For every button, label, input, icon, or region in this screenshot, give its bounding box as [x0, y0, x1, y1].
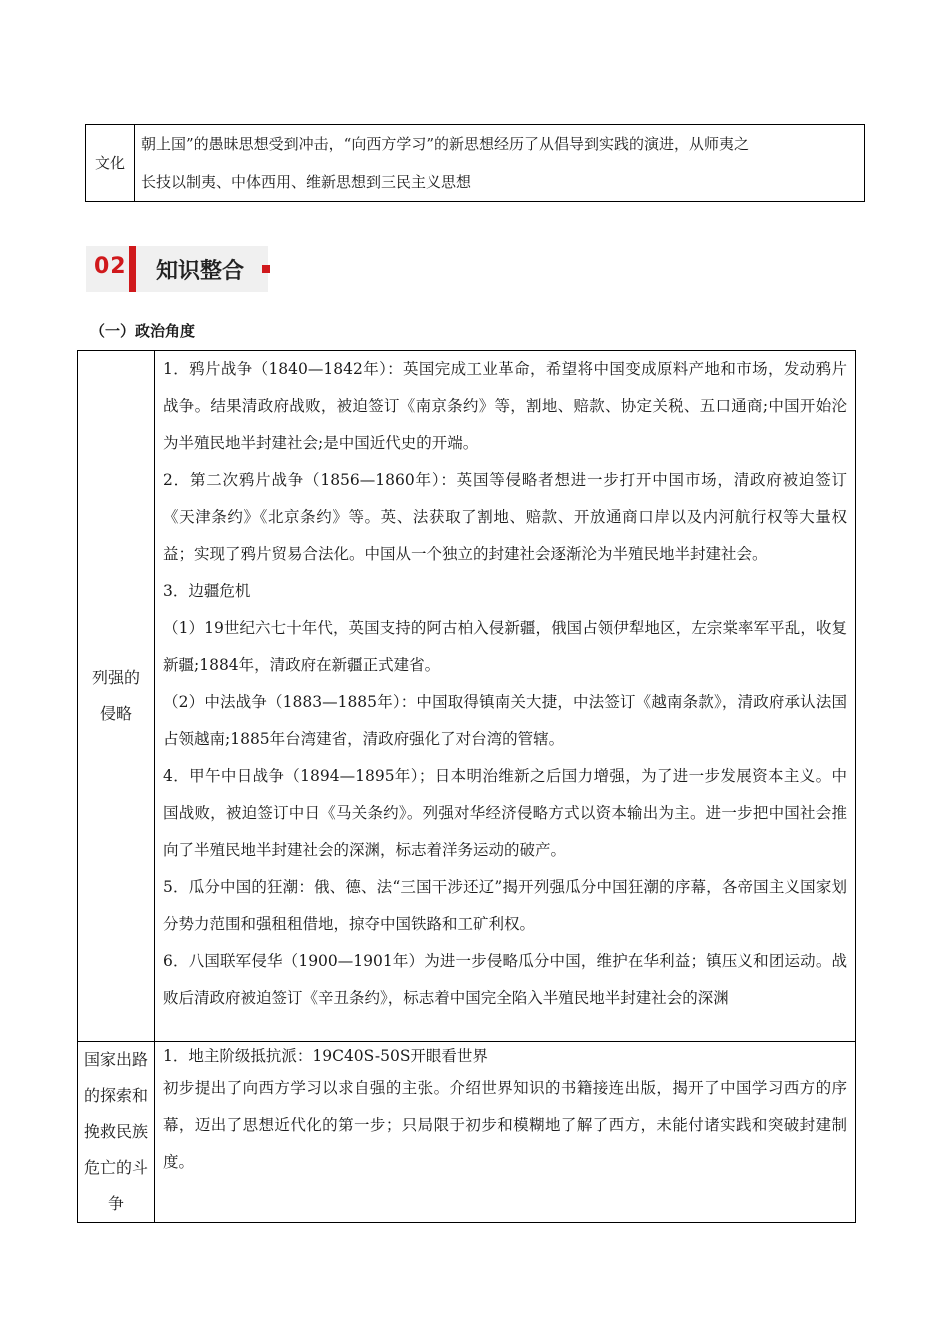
row-content	[135, 125, 865, 202]
row-content	[155, 1042, 856, 1223]
text-line: 长技以制夷、中体西用、维新思想到三民主义思想	[141, 173, 472, 191]
table-row	[86, 125, 865, 202]
row-label: 文化	[86, 125, 135, 202]
culture-table	[85, 124, 865, 202]
paragraph: 6．八国联军侵华（1900—1901年）为进一步侵略瓜分中国，维护在华利益；镇压义和团运动。战败后清政府被迫签订《辛丑条约》，标志着中国完全陷入半殖民地半封建社会的深渊	[163, 952, 847, 1007]
square-icon	[262, 265, 270, 273]
label-line: 列强的	[91, 668, 140, 687]
paragraph: （2）中法战争（1883—1885年）：中国取得镇南关大捷，中法签订《越南条款》，清政府承认法国占领越南;1885年台湾建省，清政府强化了对台湾的管辖。	[163, 693, 847, 748]
paragraph-title: 1．地主阶级抵抗派：19C40S-50S开眼看世界	[163, 1047, 488, 1065]
politics-table	[77, 350, 856, 1223]
row-content	[155, 351, 856, 1042]
table-row	[78, 1042, 856, 1223]
paragraph: 5．瓜分中国的狂潮：俄、德、法“三国干涉还辽”揭开列强瓜分中国狂潮的序幕，各帝国主义国家划分势力范围和强租租借地，掠夺中国铁路和工矿利权。	[163, 878, 847, 933]
row-label	[78, 351, 155, 1042]
banner-divider	[129, 246, 136, 292]
paragraph: （1）19世纪六七十年代，英国支持的阿古柏入侵新疆，俄国占领伊犁地区，左宗棠率军平乱，收复新疆;1884年，清政府在新疆正式建省。	[163, 619, 847, 674]
table-row	[78, 351, 856, 1042]
text-line: 朝上国”的愚昧思想受到冲击，“向西方学习”的新思想经历了从倡导到实践的演进，从师夷之	[141, 135, 750, 153]
row-label: 国家出路的探索和挽救民族危亡的斗争	[78, 1042, 155, 1223]
section-number: 02	[94, 254, 127, 279]
section-title: 知识整合	[156, 259, 245, 284]
subheading: （一）政治角度	[90, 322, 196, 340]
paragraph: 3．边疆危机	[163, 582, 251, 600]
section-banner	[86, 246, 268, 292]
paragraph: 1．鸦片战争（1840—1842年）：英国完成工业革命，希望将中国变成原料产地和市场，发动鸦片战争。结果清政府战败，被迫签订《南京条约》等，割地、赔款、协定关税、五口通商;中国开始沦为半殖民地半封建社会;是中国近代史的开端。	[163, 360, 847, 452]
paragraph: 2．第二次鸦片战争（1856—1860年）：英国等侵略者想进一步打开中国市场，清政府被迫签订《天津条约》《北京条约》等。英、法获取了割地、赔款、开放通商口岸以及内河航行权等大量权益；实现了鸦片贸易合法化。中国从一个独立的封建社会逐渐沦为半殖民地半封建社会。	[163, 471, 847, 563]
label-line: 侵略	[99, 704, 132, 723]
paragraph: 初步提出了向西方学习以求自强的主张。介绍世界知识的书籍接连出版，揭开了中国学习西方的序幕，迈出了思想近代化的第一步；只局限于初步和模糊地了解了西方，未能付诸实践和突破封建制度。	[163, 1079, 847, 1171]
paragraph: 4．甲午中日战争（1894—1895年）；日本明治维新之后国力增强，为了进一步发展资本主义。中国战败，被迫签订中日《马关条约》。列强对华经济侵略方式以资本输出为主。进一步把中国社会推向了半殖民地半封建社会的深渊，标志着洋务运动的破产。	[163, 767, 847, 859]
